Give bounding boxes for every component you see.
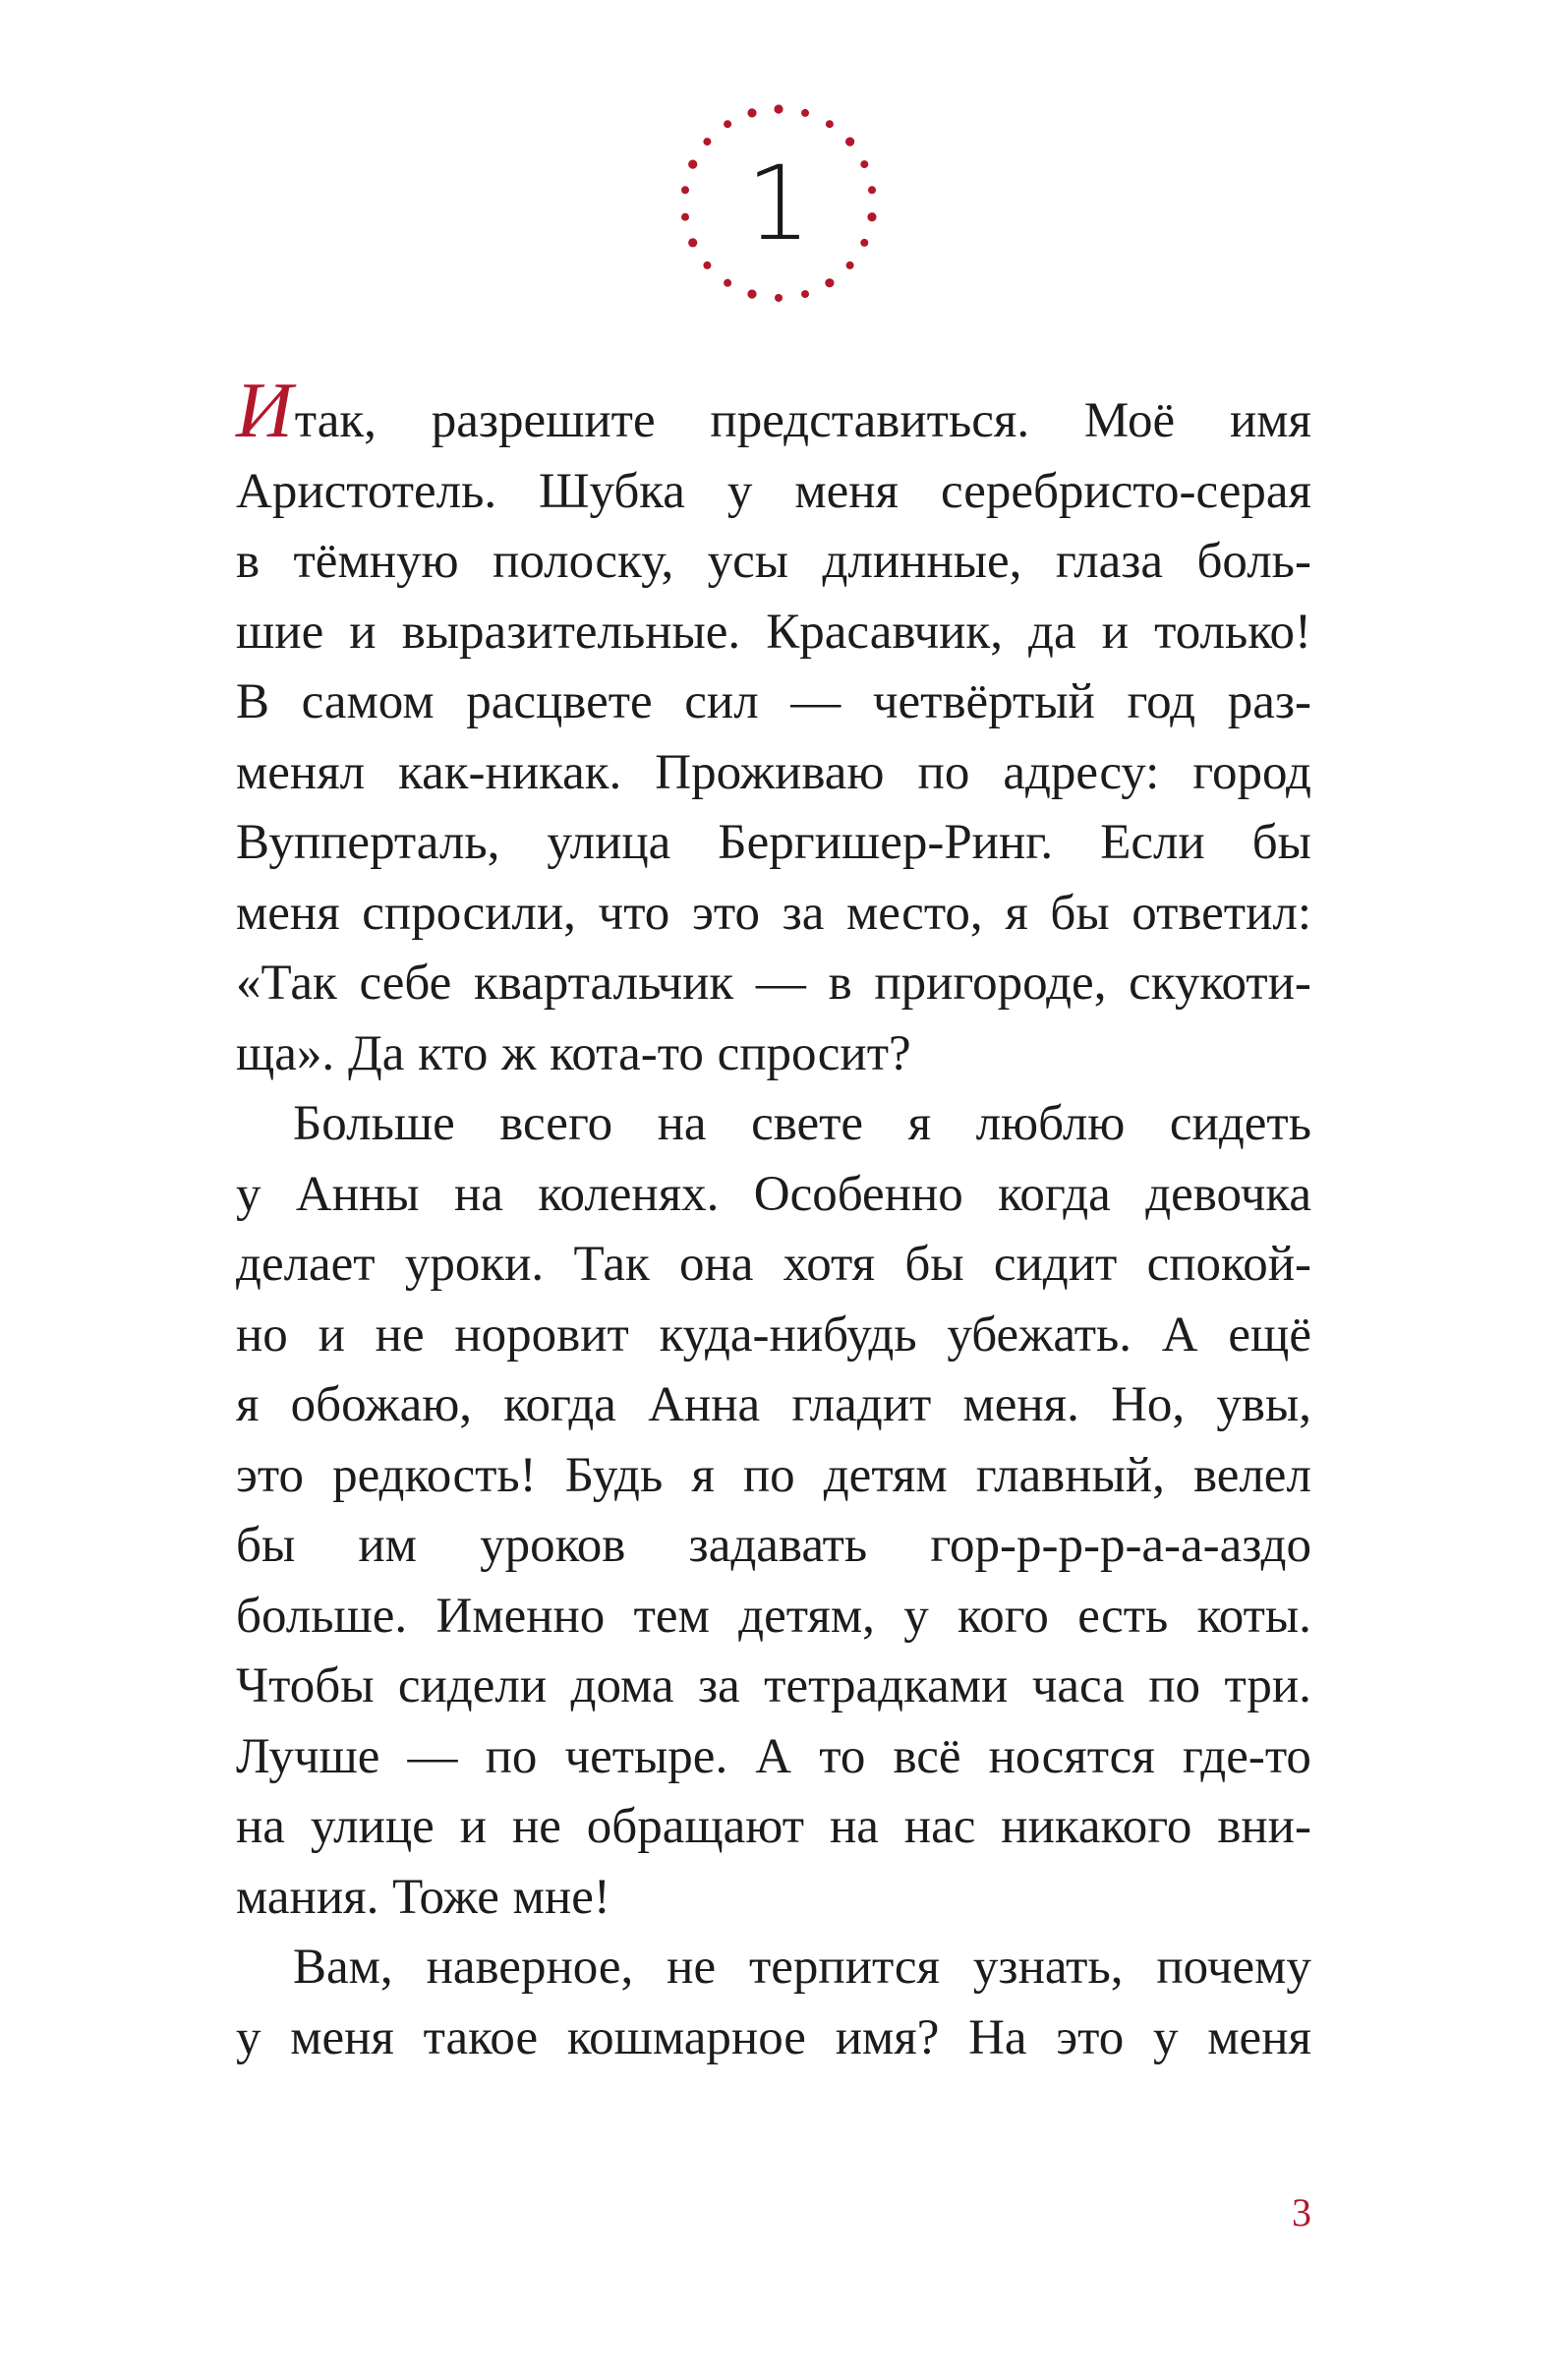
body-text (236, 368, 1311, 2073)
text-line: шие и выразительные. Красавчик, да и только! (236, 604, 1311, 660)
text-line: Вупперталь, улица Бергишер-Ринг. Если бы (236, 815, 1311, 870)
text-line: бы им уроков задавать гор-р-р-р-а-а-аздо (236, 1518, 1311, 1573)
text-line: Лучше — по четыре. А то всё носятся где-то (236, 1728, 1311, 1784)
text-line: больше. Именно тем детям, у кого есть коты. (236, 1588, 1311, 1644)
drop-cap: И (236, 368, 293, 454)
text-line: я обожаю, когда Анна гладит меня. Но, увы, (236, 1377, 1311, 1432)
text-line: в тёмную полоску, усы длинные, глаза боль- (236, 534, 1311, 589)
text-line: Аристотель. Шубка у меня серебристо-серая (236, 463, 1311, 519)
text-line: у меня такое кошмарное имя? На это у меня (236, 2009, 1311, 2065)
text-line: В самом расцвете сил — четвёртый год раз- (236, 674, 1311, 729)
text-line: но и не норовит куда-нибудь убежать. А ещё (236, 1306, 1311, 1363)
text-line: Вам, наверное, не терпится узнать, почему (293, 1940, 1311, 1995)
page-number: 3 (1292, 2190, 1311, 2235)
text-line: менял как-никак. Проживаю по адресу: город (236, 744, 1311, 800)
text-line: на улице и не обращают на нас никакого вни- (236, 1799, 1311, 1854)
chapter-marker (673, 98, 884, 309)
text-line: Больше всего на свете я люблю сидеть (293, 1096, 1311, 1151)
text-line: «Так себе квартальчик — в пригороде, скукоти- (236, 956, 1311, 1011)
text-line: у Анны на коленях. Особенно когда девочка (236, 1166, 1311, 1222)
text-line: делает уроки. Так она хотя бы сидит спокой- (236, 1237, 1311, 1292)
text-line: Чтобы сидели дома за тетрадками часа по три. (236, 1658, 1311, 1713)
text-line: это редкость! Будь я по детям главный, велел (236, 1447, 1311, 1503)
text-line: меня спросили, что это за место, я бы ответил: (236, 885, 1311, 941)
text-line: ща». Да кто ж кота-то спросит? (236, 1025, 911, 1081)
text-line: И так, разрешите представиться. Моё имя (236, 368, 1311, 454)
chapter-number: 1 (745, 144, 812, 263)
text-line: мания. Тоже мне! (236, 1869, 610, 1925)
